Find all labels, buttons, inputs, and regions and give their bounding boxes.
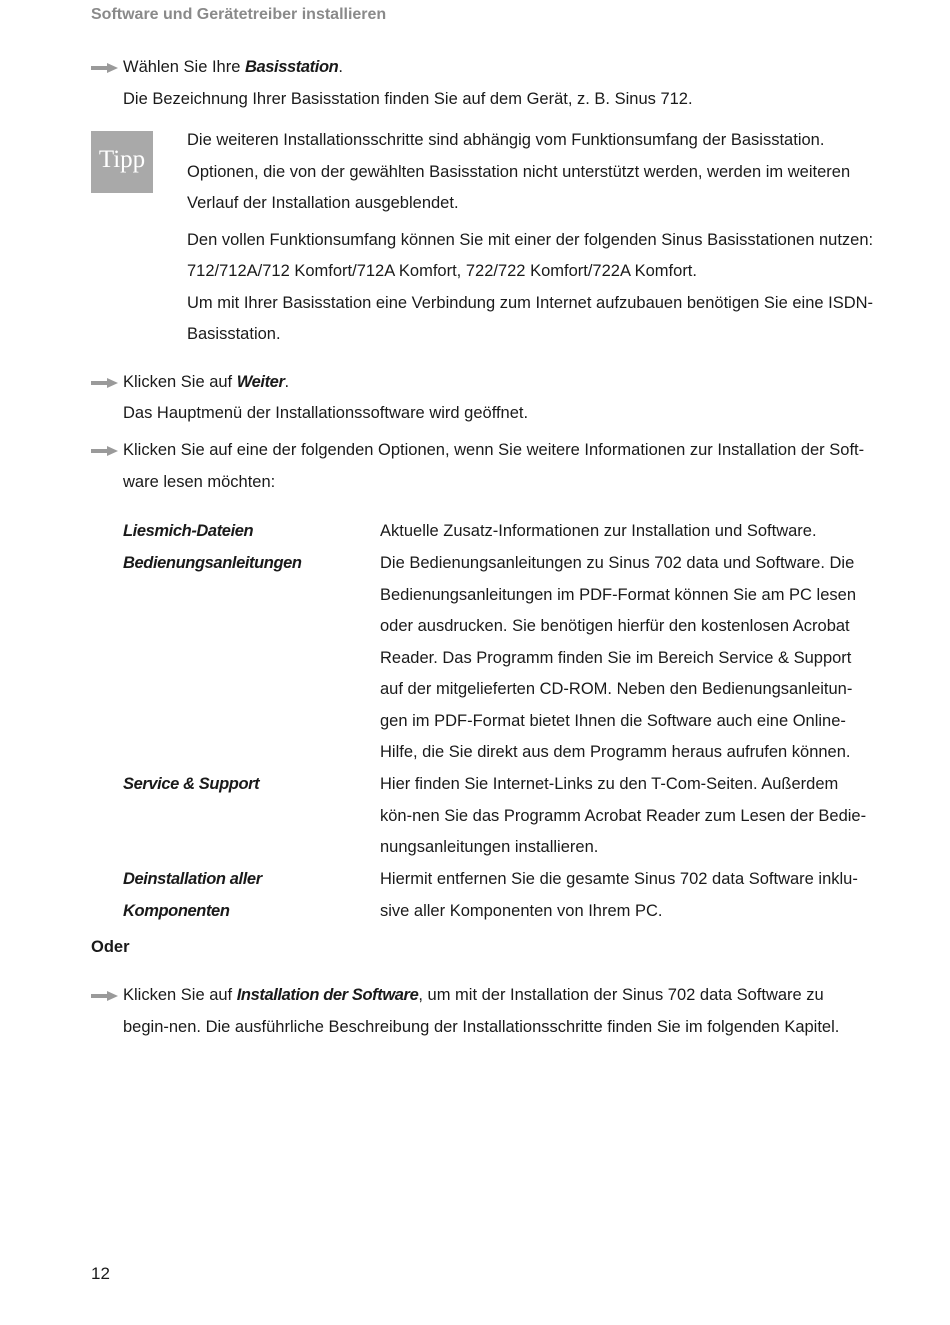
step-choose-option <box>91 435 871 498</box>
tipp-paragraph: Um mit Ihrer Basisstation eine Verbindung zum Internet aufzubauen benötigen Sie eine ISDN-Basisstation. <box>187 293 874 343</box>
step-note: Die Bezeichnung Ihrer Basisstation finden Sie auf dem Gerät, z. B. Sinus 712. <box>123 90 693 108</box>
arrow-bullet-icon <box>91 367 119 398</box>
arrow-bullet-icon <box>91 52 119 83</box>
option-term: Deinstallation aller Komponenten <box>123 870 262 920</box>
option-description: Hier finden Sie Internet-Links zu den T-Com-Seiten. Außerdem kön-nen Sie das Programm Acrobat Reader zum Lesen der Bedie-nungsanleitungen installieren. <box>380 775 867 856</box>
ui-term-basisstation: Basisstation <box>244 58 339 76</box>
step-select-base-station <box>91 52 871 84</box>
step-text: Klicken Sie auf <box>123 986 237 1004</box>
step-text: Klicken Sie auf <box>123 373 237 391</box>
page-number: 12 <box>91 1264 110 1283</box>
ui-term-installation: Installation der Software <box>236 986 419 1004</box>
tipp-paragraph: Den vollen Funktionsumfang können Sie mit einer der folgenden Sinus Basisstationen nutzen: 712/712A/712 Komfort/712A Komfort, 722/722 Komfort/722A Komfort. <box>187 230 874 280</box>
arrow-bullet-icon <box>91 435 119 466</box>
running-header: Software und Gerätetreiber installieren <box>91 6 387 23</box>
option-term: Bedienungsanleitungen <box>123 554 302 572</box>
option-description: Hiermit entfernen Sie die gesamte Sinus 702 data Software inklu-sive aller Komponenten von Ihrem PC. <box>380 870 858 920</box>
step-suffix: . <box>284 373 290 391</box>
step-suffix: , um mit der Installation der Sinus 702 data Software zu begin-nen. Die ausführliche Beschreibung der Installationsschritte finden Sie im folgenden Kapitel. <box>123 986 840 1036</box>
oder-label: Oder <box>91 938 130 956</box>
ui-term-weiter: Weiter <box>236 373 285 391</box>
step-suffix: . <box>338 58 343 76</box>
tipp-text <box>187 125 877 356</box>
tipp-label: Tipp <box>91 131 153 193</box>
option-term: Liesmich-Dateien <box>123 522 254 540</box>
step-text: Wählen Sie Ihre <box>123 58 245 76</box>
tipp-paragraph: Die weiteren Installationsschritte sind abhängig vom Funktionsumfang der Basisstation. Optionen, die von der gewählten Basisstation nicht unterstützt werden, werden im weiteren Verlauf der Installation ausgeblendet. <box>187 131 851 212</box>
option-term: Service & Support <box>123 775 260 793</box>
step-note: Das Hauptmenü der Installationssoftware wird geöffnet. <box>123 404 529 422</box>
step-install-software <box>91 980 871 1043</box>
option-description: Aktuelle Zusatz-Informationen zur Installation und Software. <box>380 522 817 540</box>
arrow-bullet-icon <box>91 980 119 1011</box>
step-text: Klicken Sie auf eine der folgenden Optionen, wenn Sie weitere Informationen zur Installation der Soft-ware lesen möchten: <box>123 441 865 491</box>
option-description: Die Bedienungsanleitungen zu Sinus 702 data und Software. Die Bedienungsanleitungen im PDF-Format können Sie am PC lesen oder ausdrucken. Sie benötigen hierfür den kostenlosen Acrobat Reader. Das Programm finden Sie im Bereich Service & Support auf der mitgelieferten CD-ROM. Neben den Bedienungsanleitun-gen im PDF-Format bietet Ihnen die Software auch eine Online-Hilfe, die Sie direkt aus dem Programm heraus aufrufen können. <box>380 554 857 761</box>
step-click-weiter <box>91 367 871 399</box>
